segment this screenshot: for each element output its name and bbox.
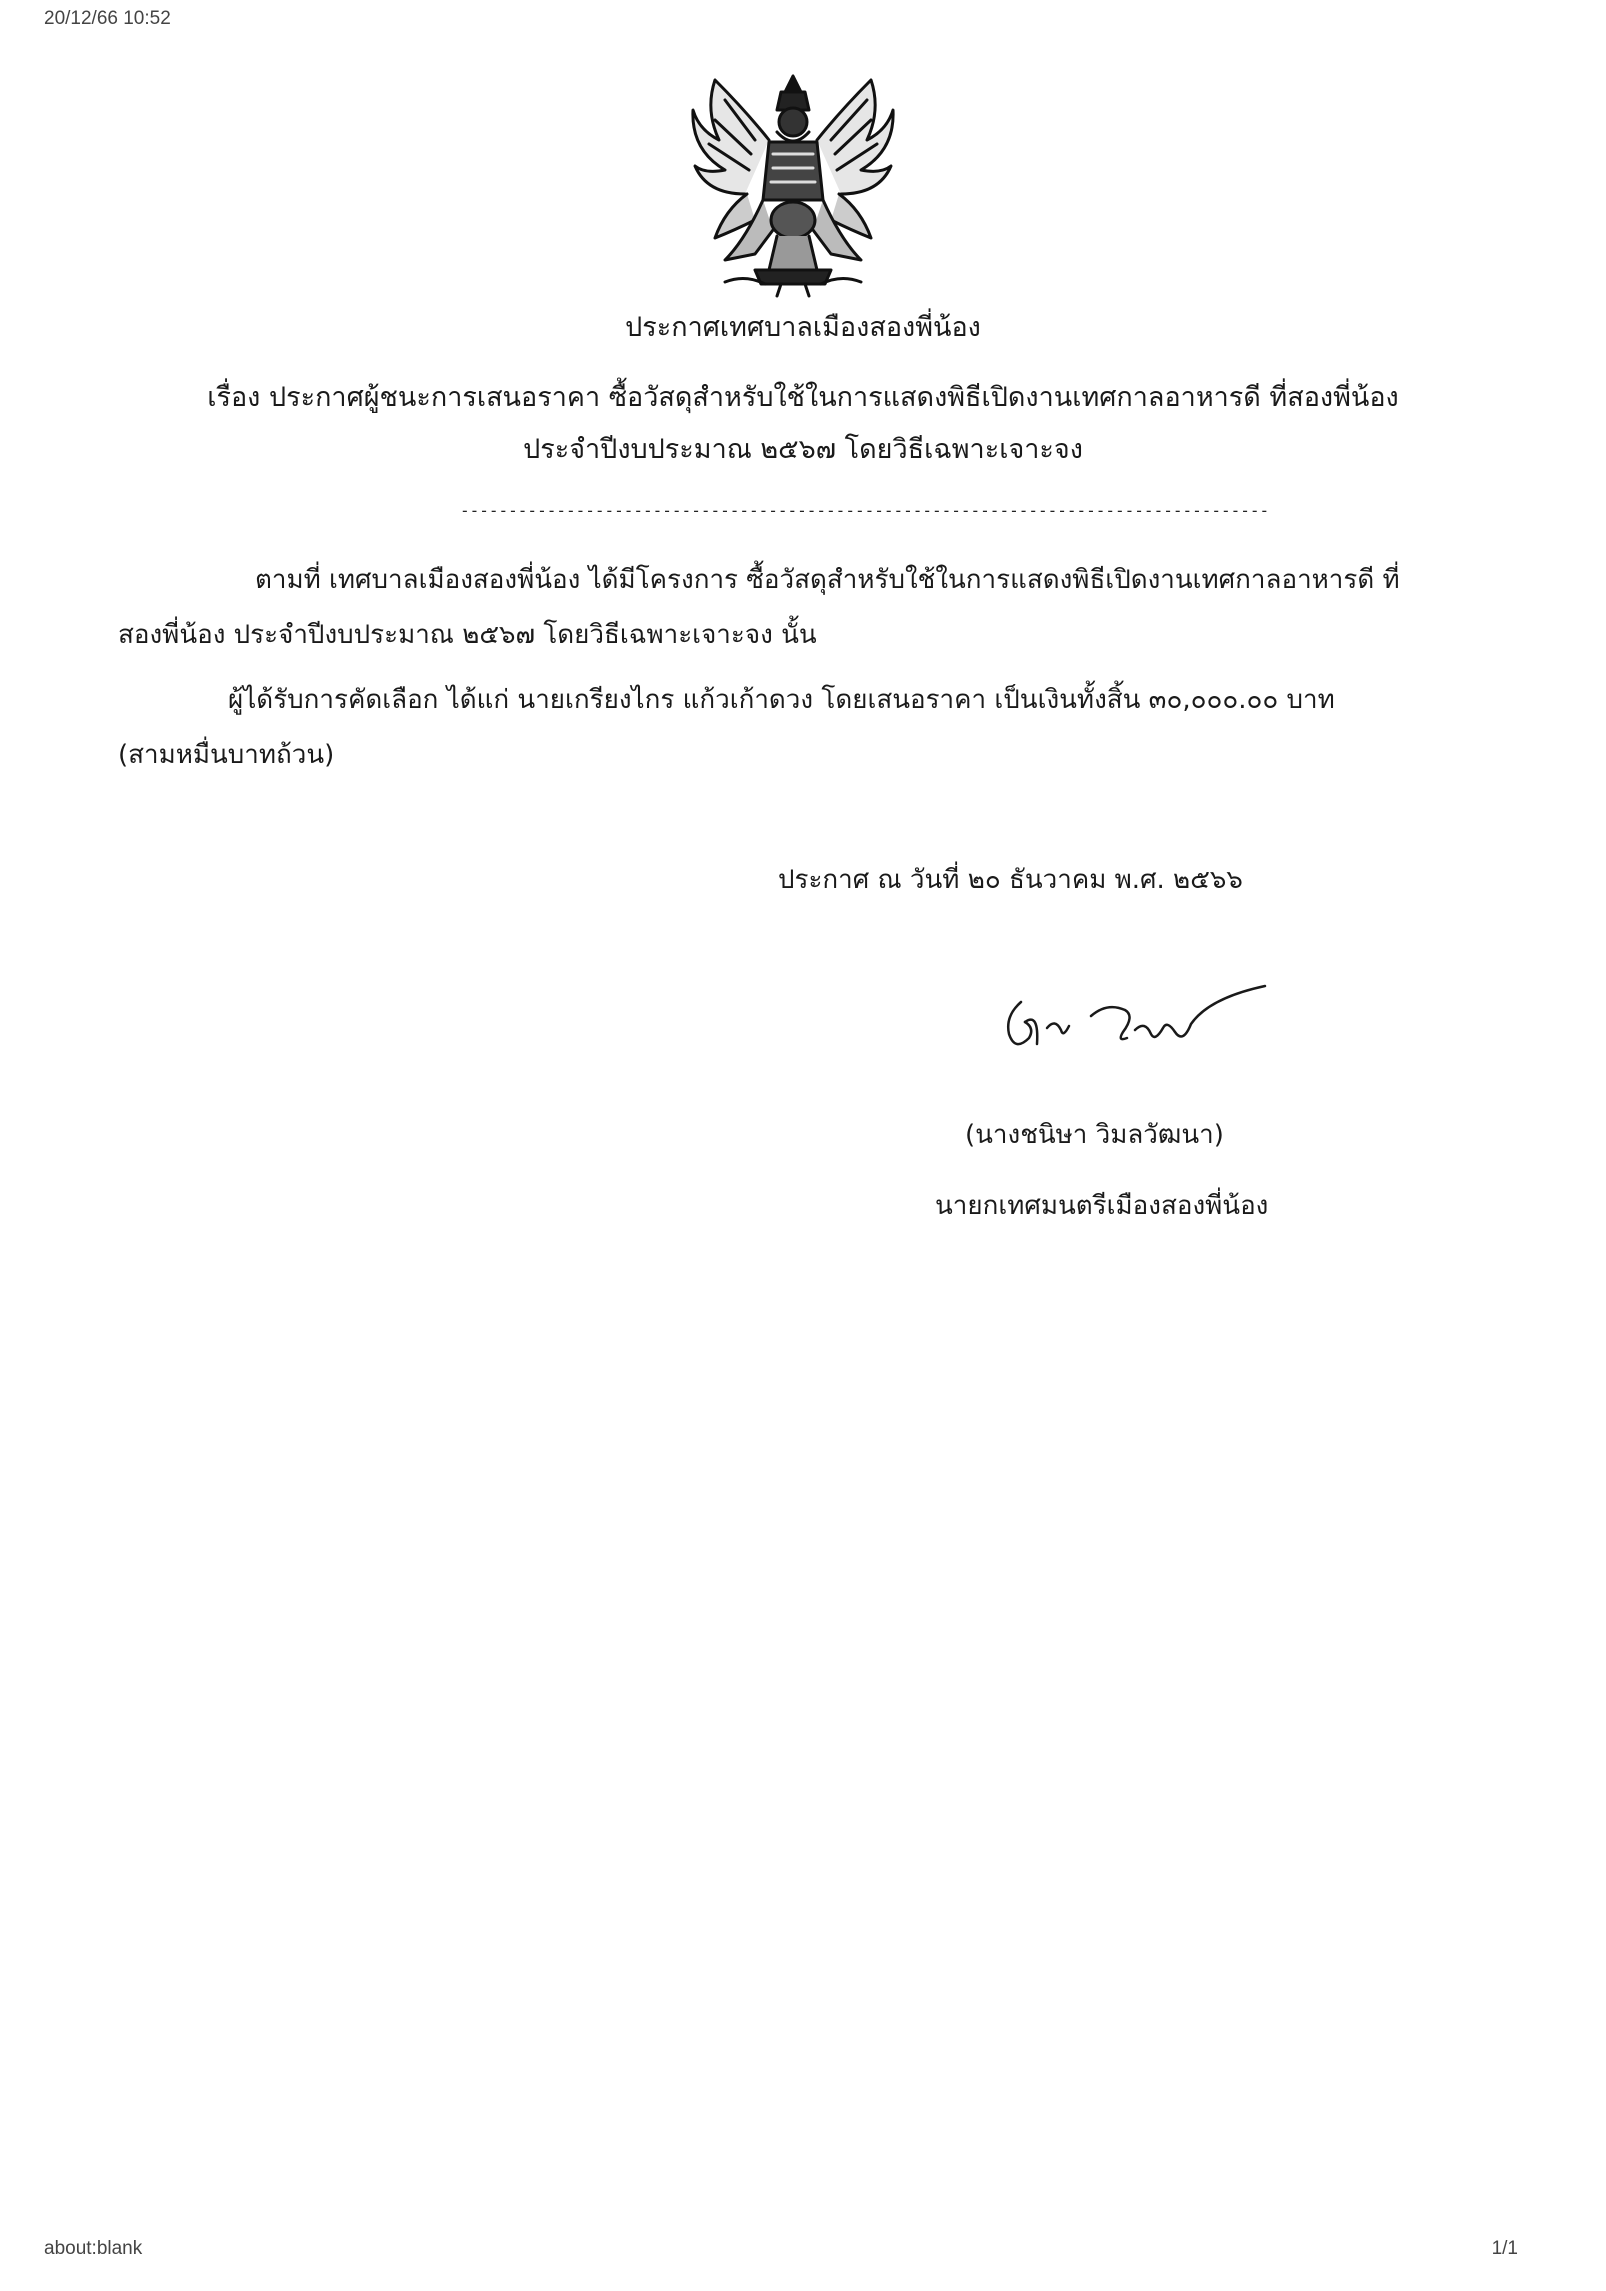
announcement-subject: เรื่อง ประกาศผู้ชนะการเสนอราคา ซื้อวัสดุสำหรับใช้ในการแสดงพิธีเปิดงานเทศกาลอาหารดี ที่สองพี่น้อง [207, 382, 1399, 413]
announcement-title: ประกาศเทศบาลเมืองสองพี่น้อง [625, 312, 981, 343]
announcement-subject-continued: ประจำปีงบประมาณ ๒๕๖๗ โดยวิธีเฉพาะเจาะจง [523, 434, 1083, 465]
page-number: 1/1 [1491, 2238, 1518, 2259]
garuda-emblem-icon [685, 70, 901, 298]
print-timestamp: 20/12/66 10:52 [44, 8, 171, 29]
body-paragraph-1-line-1: ตามที่ เทศบาลเมืองสองพี่น้อง ได้มีโครงการ ซื้อวัสดุสำหรับใช้ในการแสดงพิธีเปิดงานเทศกาลอาหารดี ที่ [255, 565, 1400, 595]
separator-line: ------------------------------------------------------------------------------------ [460, 501, 1270, 520]
announcement-date: ประกาศ ณ วันที่ ๒๐ ธันวาคม พ.ศ. ๒๕๖๖ [778, 865, 1243, 895]
handwritten-signature [995, 972, 1285, 1062]
signer-name: (นางชนิษา วิมลวัฒนา) [965, 1120, 1224, 1150]
signer-position: นายกเทศมนตรีเมืองสองพี่น้อง [935, 1191, 1269, 1221]
body-paragraph-1-line-2: สองพี่น้อง ประจำปีงบประมาณ ๒๕๖๗ โดยวิธีเฉพาะเจาะจง นั้น [118, 620, 817, 650]
body-paragraph-2-line-2: (สามหมื่นบาทถ้วน) [118, 740, 335, 770]
print-url: about:blank [44, 2238, 143, 2259]
body-paragraph-2-line-1: ผู้ได้รับการคัดเลือก ได้แก่ นายเกรียงไกร แก้วเก้าดวง โดยเสนอราคา เป็นเงินทั้งสิ้น ๓๐,๐๐๐.๐๐ บาท [228, 685, 1335, 715]
